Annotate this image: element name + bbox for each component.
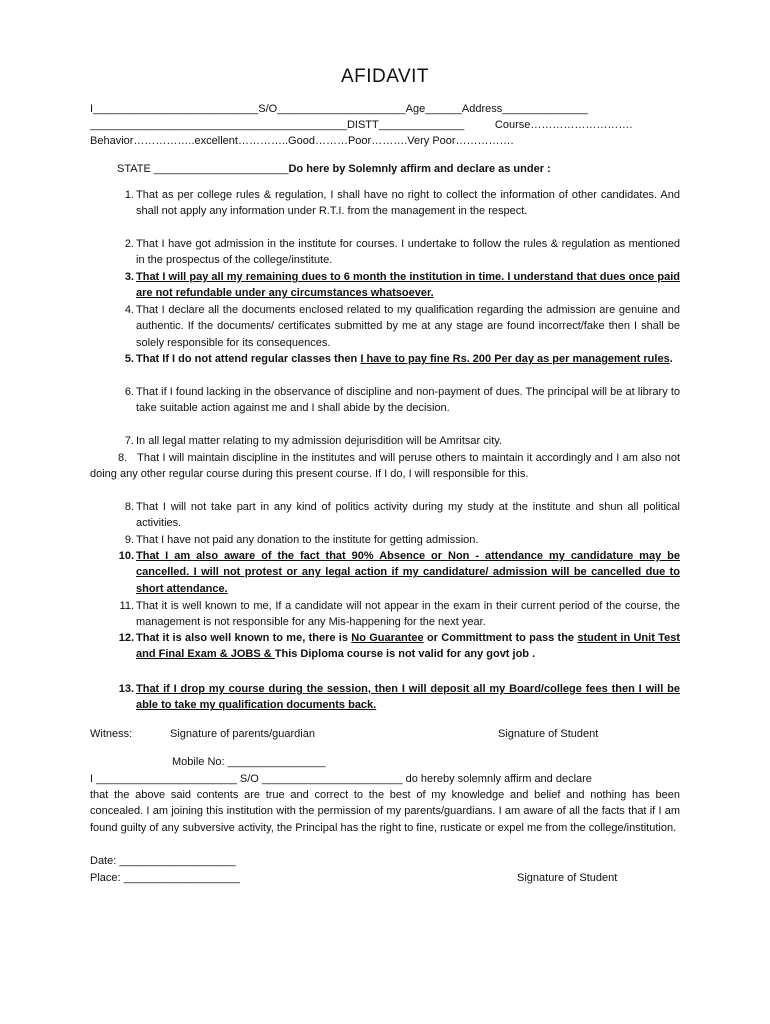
clause-text: That I will maintain discipline in the institutes and will peruse others to maintain it accordingly and I am also not doing any other regular course during this present course. If I do, I will responsible for this. bbox=[90, 452, 681, 481]
clause-3 bbox=[90, 269, 680, 302]
state-line bbox=[117, 161, 551, 177]
closing-student-signature: Signature of Student bbox=[517, 872, 618, 884]
clause-12 bbox=[90, 630, 680, 663]
clause-number: 3. bbox=[124, 271, 134, 283]
declaration-heading: Do here by Solemnly affirm and declare as under : bbox=[288, 163, 551, 175]
clause-2 bbox=[90, 236, 680, 269]
header-line-distt: __________________________________________DISTT______________ Course………………………. bbox=[90, 119, 633, 131]
student-signature-label: Signature of Student bbox=[498, 728, 599, 740]
closing-paragraph: that the above said contents are true and correct to the best of my knowledge and belief and nothing has been concealed. I am joining this institution with the permission of my parents/guardians. I am aware of all the facts that if I am found guilty of any subversive activity, the Principal has the right to fine, rusticate or expel me from the college/institution. bbox=[90, 789, 680, 834]
clause-text: That if I drop my course during the session, then I will deposit all my Board/college fees then I will be able to take my qualification documents back. bbox=[136, 683, 680, 712]
clause-7 bbox=[90, 433, 680, 449]
clause-text-part: That it is also well known to me, there is bbox=[136, 632, 352, 644]
clause-number: 7. bbox=[124, 435, 134, 447]
clause-text-part: This Diploma course is not valid for any govt job . bbox=[274, 648, 536, 661]
clause-text-part: or Committment to pass the bbox=[423, 632, 578, 644]
header-line-name: I___________________________S/O_____________________Age______Address______________ bbox=[90, 103, 588, 115]
clause-1 bbox=[90, 187, 680, 220]
clause-8-paragraph bbox=[90, 450, 680, 483]
clause-6 bbox=[90, 384, 680, 417]
clause-text: That I declare all the documents enclosed related to my qualification regarding the admission are genuine and authentic. If the documents/ certificates submitted by me at any stage are found incorrect/fake then I shall be solely responsible for its consequences. bbox=[136, 304, 680, 349]
clause-number: 8. bbox=[118, 452, 128, 464]
clause-text-underlined: student in Unit Test and Final Exam & JOBS & bbox=[136, 632, 680, 661]
clause-text-underlined: I have to pay fine Rs. 200 Per day as per management rules bbox=[360, 353, 670, 365]
clause-5 bbox=[90, 351, 680, 367]
clause-11 bbox=[90, 598, 680, 631]
witness-label: Witness: bbox=[90, 728, 133, 740]
clause-9 bbox=[90, 532, 680, 548]
clause-number: 9. bbox=[124, 534, 134, 546]
clause-number: 6. bbox=[124, 386, 134, 398]
clause-number: 13. bbox=[118, 683, 134, 695]
clause-text bbox=[136, 351, 680, 367]
clause-text-part: . bbox=[669, 353, 673, 365]
clause-text: That it is well known to me, If a candidate will not appear in the exam in their current period of the course, the management is not responsible for any Mis-happening for the next year. bbox=[136, 600, 680, 629]
date-field: Date: ___________________ bbox=[90, 855, 236, 867]
clause-text: That I am also aware of the fact that 90% Absence or Non - attendance my candidature may be cancelled. I will not protest or any legal action if my candidature/ admission will be cancelled due to short attendance. bbox=[136, 550, 680, 595]
clause-8-b bbox=[90, 499, 680, 532]
clause-text: That if I found lacking in the observance of discipline and non-payment of dues. The principal will be at library to take suitable action against me and I shall abide by the decision. bbox=[136, 386, 680, 415]
clause-number: 11. bbox=[119, 600, 134, 612]
clause-text: That I will not take part in any kind of politics activity during my study at the institute and shun all political activities. bbox=[136, 501, 680, 530]
document-title: AFIDAVIT bbox=[340, 66, 430, 87]
state-label: STATE ______________________ bbox=[117, 163, 289, 175]
clause-text: That I will pay all my remaining dues to 6 month the institution in time. I understand that dues once paid are not refundable under any circumstances whatsoever. bbox=[136, 271, 680, 300]
clause-number: 10. bbox=[118, 550, 134, 562]
clause-number: 8. bbox=[124, 501, 134, 513]
header-line-behavior: Behavior……………..excellent…………..Good………Poor……….Very Poor……………. bbox=[90, 135, 514, 147]
clause-text-underlined: No Guarantee bbox=[351, 632, 424, 644]
clause-number: 1. bbox=[124, 189, 134, 201]
place-field: Place: ___________________ bbox=[90, 872, 240, 884]
clause-text: That as per college rules & regulation, I shall have no right to collect the information of other candidates. And shall not apply any information under R.T.I. from the management in the respect. bbox=[136, 189, 680, 218]
clause-number: 2. bbox=[124, 238, 134, 250]
clause-number: 4. bbox=[124, 304, 134, 316]
clause-13 bbox=[90, 681, 680, 714]
clause-text-part: That If I do not attend regular classes then bbox=[136, 353, 361, 365]
clause-text bbox=[136, 630, 680, 663]
clause-text: In all legal matter relating to my admission dejurisdition will be Amritsar city. bbox=[136, 435, 502, 447]
closing-declaration-line: I _______________________ S/O _______________________ do hereby solemnly affirm and declare bbox=[90, 773, 592, 785]
clause-number: 5. bbox=[124, 353, 134, 365]
clause-text: That I have not paid any donation to the institute for getting admission. bbox=[136, 534, 479, 546]
mobile-number-field: Mobile No: ________________ bbox=[172, 756, 326, 768]
clause-10 bbox=[90, 548, 680, 597]
clause-4 bbox=[90, 302, 680, 351]
clause-text: That I have got admission in the institute for courses. I undertake to follow the rules & regulation as mentioned in the prospectus of the college/institute. bbox=[136, 238, 680, 267]
parents-signature-label: Signature of parents/guardian bbox=[170, 728, 315, 740]
clause-number: 12. bbox=[118, 632, 134, 644]
